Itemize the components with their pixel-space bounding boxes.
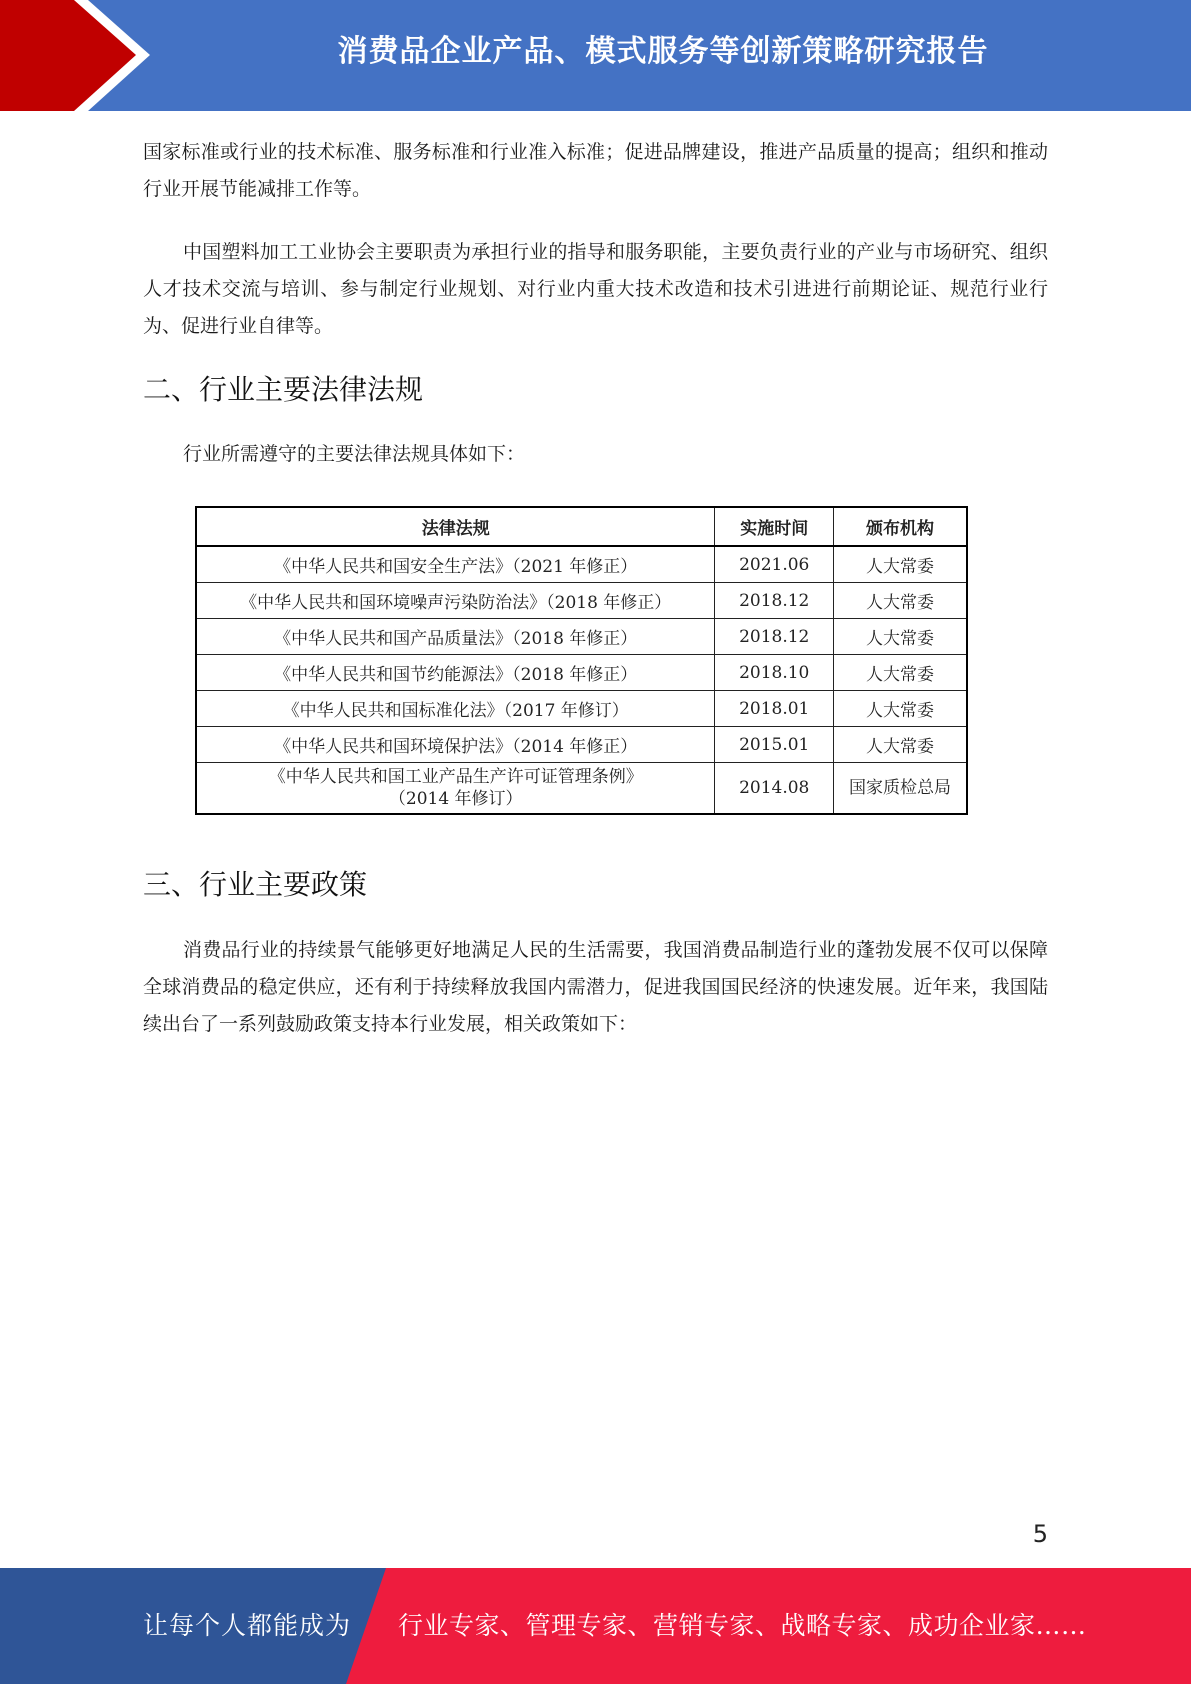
law-date-cell: 2021.06 bbox=[715, 546, 834, 583]
page-number: 5 bbox=[1032, 1520, 1048, 1548]
paragraph-association-duties bbox=[143, 234, 1048, 345]
law-date-cell: 2014.08 bbox=[715, 763, 834, 815]
law-name-cell bbox=[196, 763, 715, 815]
footer-slogan-left: 让每个人都能成为 bbox=[143, 1611, 352, 1640]
table-row bbox=[196, 763, 967, 815]
paragraph-laws-intro bbox=[143, 436, 1048, 473]
laws-table bbox=[195, 506, 968, 815]
law-name-cell: 《中华人民共和国环境噪声污染防治法》（2018 年修正） bbox=[196, 583, 715, 619]
law-date-cell: 2018.10 bbox=[715, 655, 834, 691]
table-row bbox=[196, 691, 967, 727]
law-name-cell: 《中华人民共和国环境保护法》（2014 年修正） bbox=[196, 727, 715, 763]
paragraph-continuation bbox=[143, 134, 1048, 208]
law-date-cell: 2018.01 bbox=[715, 691, 834, 727]
paragraph-text: 国家标准或行业的技术标准、服务标准和行业准入标准；促进品牌建设，推进产品质量的提高；组织和推动行业开展节能减排工作等。 bbox=[143, 141, 1048, 200]
column-header-law: 法律法规 bbox=[196, 507, 715, 546]
law-org-cell: 人大常委 bbox=[834, 619, 967, 655]
law-name-cell: 《中华人民共和国节约能源法》（2018 年修正） bbox=[196, 655, 715, 691]
paragraph-text: 消费品行业的持续景气能够更好地满足人民的生活需要，我国消费品制造行业的蓬勃发展不仅可以保障全球消费品的稳定供应，还有利于持续释放我国内需潜力，促进我国国民经济的快速发展。近年来，我国陆续出台了一系列鼓励政策支持本行业发展，相关政策如下： bbox=[143, 939, 1048, 1035]
paragraph-policies-intro bbox=[143, 932, 1048, 1043]
law-name-line: 《中华人民共和国工业产品生产许可证管理条例》 bbox=[268, 767, 643, 787]
law-org-cell: 国家质检总局 bbox=[834, 763, 967, 815]
law-org-cell: 人大常委 bbox=[834, 655, 967, 691]
law-name-line: （2014 年修订） bbox=[388, 789, 523, 809]
footer-slogan-right: 行业专家、管理专家、营销专家、战略专家、成功企业家…… bbox=[398, 1611, 1087, 1640]
law-org-cell: 人大常委 bbox=[834, 583, 967, 619]
paragraph-text: 行业所需遵守的主要法律法规具体如下： bbox=[183, 443, 526, 465]
table-row bbox=[196, 583, 967, 619]
law-name-cell: 《中华人民共和国产品质量法》（2018 年修正） bbox=[196, 619, 715, 655]
header-arrow-icon bbox=[0, 0, 136, 111]
law-date-cell: 2018.12 bbox=[715, 583, 834, 619]
law-date-cell: 2018.12 bbox=[715, 619, 834, 655]
column-header-org: 颁布机构 bbox=[834, 507, 967, 546]
report-title: 消费品企业产品、模式服务等创新策略研究报告 bbox=[337, 34, 989, 69]
section-heading-policies: 三、行业主要政策 bbox=[143, 868, 368, 901]
paragraph-text: 中国塑料加工工业协会主要职责为承担行业的指导和服务职能，主要负责行业的产业与市场研究、组织人才技术交流与培训、参与制定行业规划、对行业内重大技术改造和技术引进进行前期论证、规范行业行为、促进行业自律等。 bbox=[143, 241, 1048, 337]
header-banner bbox=[0, 0, 1191, 111]
footer-banner bbox=[0, 1568, 1191, 1684]
law-name-cell: 《中华人民共和国标准化法》（2017 年修订） bbox=[196, 691, 715, 727]
law-date-cell: 2015.01 bbox=[715, 727, 834, 763]
table-row bbox=[196, 655, 967, 691]
law-org-cell: 人大常委 bbox=[834, 727, 967, 763]
table-header-row bbox=[196, 507, 967, 546]
table-row bbox=[196, 727, 967, 763]
section-heading-laws: 二、行业主要法律法规 bbox=[143, 373, 424, 406]
law-name-cell: 《中华人民共和国安全生产法》（2021 年修正） bbox=[196, 546, 715, 583]
table-row bbox=[196, 619, 967, 655]
table-row bbox=[196, 546, 967, 583]
law-org-cell: 人大常委 bbox=[834, 546, 967, 583]
law-org-cell: 人大常委 bbox=[834, 691, 967, 727]
column-header-date: 实施时间 bbox=[715, 507, 834, 546]
